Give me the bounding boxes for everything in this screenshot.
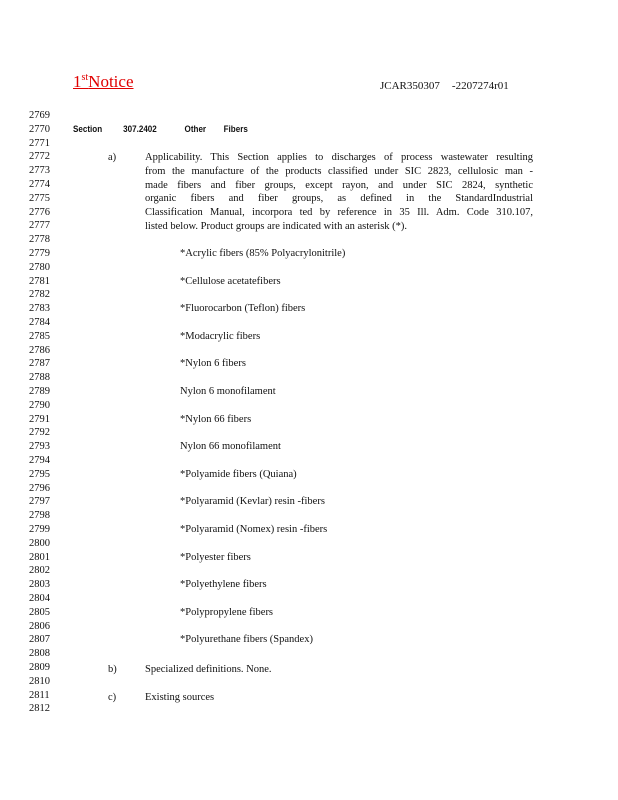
- jcar-code-left: JCAR350307: [380, 80, 440, 92]
- line-number: 2782: [29, 289, 50, 301]
- paragraph-line: Classification Manual, incorpora ted by reference in 35 Ill. Adm. Code 310.107,: [145, 207, 533, 219]
- line-number: 2769: [29, 110, 50, 121]
- line-number: 2798: [29, 510, 50, 522]
- fiber-list-item: *Polyaramid (Kevlar) resin -fibers: [180, 496, 325, 508]
- notice-stamp: [73, 72, 144, 92]
- fiber-list-item: *Polyurethane fibers (Spandex): [180, 634, 313, 646]
- line-number: 2810: [29, 675, 50, 687]
- fiber-list-item: *Cellulose acetatefibers: [180, 275, 281, 287]
- subsection-c-marker: c): [108, 692, 117, 703]
- line-number: 2775: [29, 192, 50, 204]
- line-number: 2797: [29, 496, 50, 508]
- line-number: 2804: [29, 593, 50, 604]
- line-number: 2801: [29, 551, 50, 563]
- subsection-c-text: Existing sources: [145, 692, 215, 703]
- notice-ordinal: 1: [73, 72, 82, 91]
- subsection-b-text: Specialized definitions. None.: [145, 664, 272, 675]
- paragraph-line: organic fibers and fiber groups, as defined in the StandardIndustrial: [145, 193, 533, 205]
- fiber-list-item: *Polyethylene fibers: [180, 579, 267, 591]
- line-number: 2783: [29, 303, 50, 315]
- line-number: 2778: [29, 234, 50, 246]
- paragraph-line: Applicability. This Section applies to discharges of process wastewater resulting: [145, 152, 533, 163]
- fiber-list-item: *Polyaramid (Nomex) resin -fibers: [180, 524, 328, 535]
- fiber-list-item: *Nylon 6 fibers: [180, 358, 246, 370]
- line-number: 2777: [29, 220, 50, 232]
- line-number: 2806: [29, 620, 50, 632]
- jcar-code-right: -2207274r01: [451, 80, 509, 92]
- line-number: 2802: [29, 565, 50, 577]
- paragraph-line: from the manufacture of the products classified under SIC 2823, cellulosic man -: [145, 165, 533, 177]
- line-number: 2784: [29, 317, 50, 328]
- line-number: 2781: [29, 275, 50, 287]
- notice-ordinal-suffix: st: [81, 72, 89, 83]
- fiber-list-item: *Fluorocarbon (Teflon) fibers: [180, 303, 306, 315]
- line-number: 2772: [29, 151, 50, 163]
- line-number: 2812: [29, 703, 50, 715]
- line-number: 2788: [29, 372, 50, 384]
- line-number: 2790: [29, 399, 50, 411]
- line-number: 2792: [29, 427, 50, 439]
- fiber-list-item: *Polyester fibers: [180, 551, 251, 563]
- line-number: 2770: [29, 123, 50, 135]
- fiber-list-item: *Polypropylene fibers: [180, 606, 274, 618]
- line-number: 2779: [29, 248, 50, 259]
- section-title-word-2: Fibers: [223, 124, 248, 135]
- line-number: 2800: [29, 537, 50, 549]
- line-number: 2786: [29, 344, 50, 356]
- line-number: 2773: [29, 165, 50, 177]
- paragraph-line: made fibers and fiber groups, except rayon, and under SIC 2824, synthetic: [145, 179, 533, 191]
- subsection-a-marker: a): [108, 152, 117, 163]
- line-number: 2793: [29, 441, 50, 453]
- fiber-list-item: Nylon 66 monofilament: [180, 441, 281, 453]
- line-number: 2808: [29, 648, 50, 660]
- section-word: Section: [73, 124, 103, 135]
- line-number: 2805: [29, 606, 50, 618]
- line-number: 2785: [29, 330, 50, 342]
- subsection-b-marker: b): [108, 664, 117, 675]
- line-number: 2774: [29, 179, 50, 190]
- line-number: 2809: [29, 662, 50, 673]
- fiber-list-item: *Polyamide fibers (Quiana): [180, 468, 297, 480]
- paragraph-line: listed below. Product groups are indicated with an asterisk (*).: [145, 220, 408, 232]
- line-number: 2787: [29, 358, 50, 370]
- line-number: 2807: [29, 634, 50, 646]
- section-title-word-1: Other: [184, 124, 207, 135]
- line-number: 2780: [29, 261, 50, 273]
- section-heading: [73, 124, 248, 135]
- line-number: 2789: [29, 386, 50, 397]
- fiber-list-item: *Acrylic fibers (85% Polyacrylonitrile): [180, 248, 346, 259]
- fiber-list-item: Nylon 6 monofilament: [180, 386, 276, 397]
- line-number: 2776: [29, 206, 50, 218]
- line-number: 2803: [29, 579, 50, 591]
- notice-word: Notice: [88, 72, 134, 91]
- line-number: 2811: [29, 689, 50, 701]
- subsection-a-paragraph: [145, 151, 533, 234]
- line-number: 2794: [29, 455, 50, 466]
- line-number: 2771: [29, 137, 50, 149]
- fiber-list-item: *Nylon 66 fibers: [180, 413, 252, 425]
- fiber-list-item: *Modacrylic fibers: [180, 330, 261, 342]
- line-number: 2791: [29, 413, 50, 425]
- line-number: 2796: [29, 482, 50, 494]
- section-number: 307.2402: [123, 124, 157, 135]
- line-number: 2799: [29, 524, 50, 535]
- jcar-code: [380, 80, 509, 92]
- line-number: 2795: [29, 468, 50, 480]
